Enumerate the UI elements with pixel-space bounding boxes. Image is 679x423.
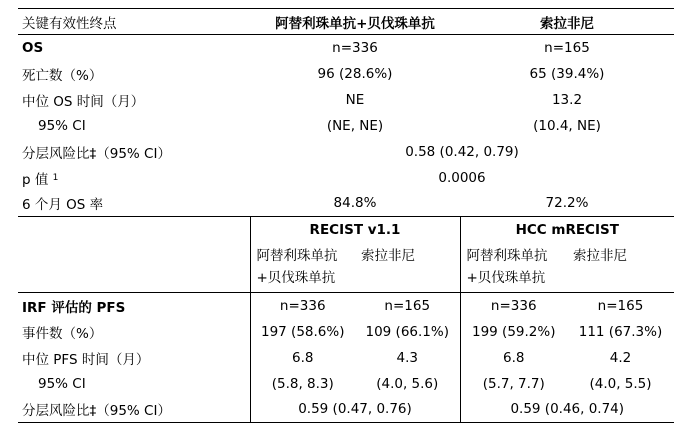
pfs-median-row	[18, 345, 674, 371]
pfs-recist-arm1: 阿替利珠单抗 +贝伐珠单抗	[250, 243, 355, 293]
os-p-sup: 1	[52, 172, 59, 183]
pfs-ci-r1: (5.8, 8.3)	[271, 375, 334, 392]
pfs-median-label: 中位 PFS 时间（月）	[18, 345, 250, 371]
os-hr-row	[18, 139, 674, 165]
os-n2: n=165	[544, 39, 590, 56]
header-row	[18, 9, 674, 35]
os-ci1: (NE, NE)	[326, 117, 384, 134]
pfs-events-label: 事件数（%）	[18, 319, 250, 345]
pfs-md-r1: 6.8	[292, 349, 314, 366]
os-median2: 13.2	[551, 91, 583, 108]
pfs-ci-m2: (4.0, 5.5)	[589, 375, 652, 392]
os-rate2: 72.2%	[460, 191, 674, 217]
pfs-hr-m: 0.59 (0.46, 0.74)	[460, 397, 674, 423]
pfs-recist-arm2: 索拉非尼	[355, 243, 460, 293]
os-ci-label: 95% CI	[38, 117, 86, 134]
pfs-events-row	[18, 319, 674, 345]
os-title: OS	[22, 39, 44, 56]
os-median1: NE	[345, 91, 365, 108]
pfs-mrecist-arm2: 索拉非尼	[567, 243, 674, 293]
os-p-row	[18, 165, 674, 191]
os-ci2: (10.4, NE)	[533, 117, 601, 134]
os-median-row	[18, 87, 674, 113]
os-rate-label: 6 个月 OS 率	[18, 191, 250, 217]
os-rate-row	[18, 191, 674, 217]
os-title-row	[18, 35, 674, 61]
pfs-mrecist-header: HCC mRECIST	[515, 221, 619, 238]
os-deaths2: 65 (39.4%)	[529, 65, 605, 82]
pfs-ci-row	[18, 371, 674, 397]
pfs-method-row	[18, 217, 674, 243]
os-p-label-cell	[18, 165, 250, 191]
os-n1: n=336	[332, 39, 378, 56]
pfs-n-r1: n=336	[279, 297, 326, 314]
header-arm2: 索拉非尼	[460, 9, 674, 35]
os-p-label: p 值	[22, 171, 49, 188]
pfs-ev-r2: 109 (66.1%)	[355, 319, 460, 345]
pfs-n-m1: n=336	[490, 297, 537, 314]
pfs-ev-m1: 199 (59.2%)	[472, 323, 556, 340]
pfs-ev-m2: 111 (67.3%)	[578, 323, 663, 340]
pfs-hr-row	[18, 397, 674, 423]
os-median-label: 中位 OS 时间（月）	[22, 93, 145, 110]
pfs-hr-r: 0.59 (0.47, 0.76)	[250, 397, 460, 423]
os-deaths-row	[18, 61, 674, 87]
pfs-mrecist-arm1: 阿替利珠单抗 +贝伐珠单抗	[460, 243, 567, 293]
pfs-md-r2: 4.3	[355, 345, 460, 371]
pfs-ci-label: 95% CI	[18, 371, 250, 397]
pfs-ev-r1: 197 (58.6%)	[261, 323, 345, 340]
os-deaths-label: 死亡数（%）	[22, 67, 103, 84]
pfs-title-row	[18, 293, 674, 319]
header-label: 关键有效性终点	[18, 9, 250, 35]
efficacy-table	[18, 8, 674, 423]
pfs-ci-r2: (4.0, 5.6)	[355, 371, 460, 397]
pfs-hr-label: 分层风险比‡（95% CI）	[18, 397, 250, 423]
os-deaths1: 96 (28.6%)	[317, 65, 393, 82]
pfs-n-m2: n=165	[597, 297, 644, 314]
os-hr: 0.58 (0.42, 0.79)	[405, 143, 519, 160]
os-p: 0.0006	[438, 169, 486, 186]
pfs-n-r2: n=165	[355, 293, 460, 319]
pfs-header-blank	[18, 217, 250, 293]
pfs-recist-header: RECIST v1.1	[250, 217, 460, 243]
header-arm1: 阿替利珠单抗+贝伐珠单抗	[250, 9, 460, 35]
os-rate1: 84.8%	[250, 191, 460, 217]
pfs-md-m2: 4.2	[609, 349, 632, 366]
pfs-md-m1: 6.8	[503, 349, 525, 366]
os-hr-label: 分层风险比‡（95% CI）	[22, 145, 171, 162]
pfs-ci-m1: (5.7, 7.7)	[482, 375, 545, 392]
os-ci-row	[18, 113, 674, 139]
pfs-title: IRF 评估的 PFS	[18, 293, 250, 319]
